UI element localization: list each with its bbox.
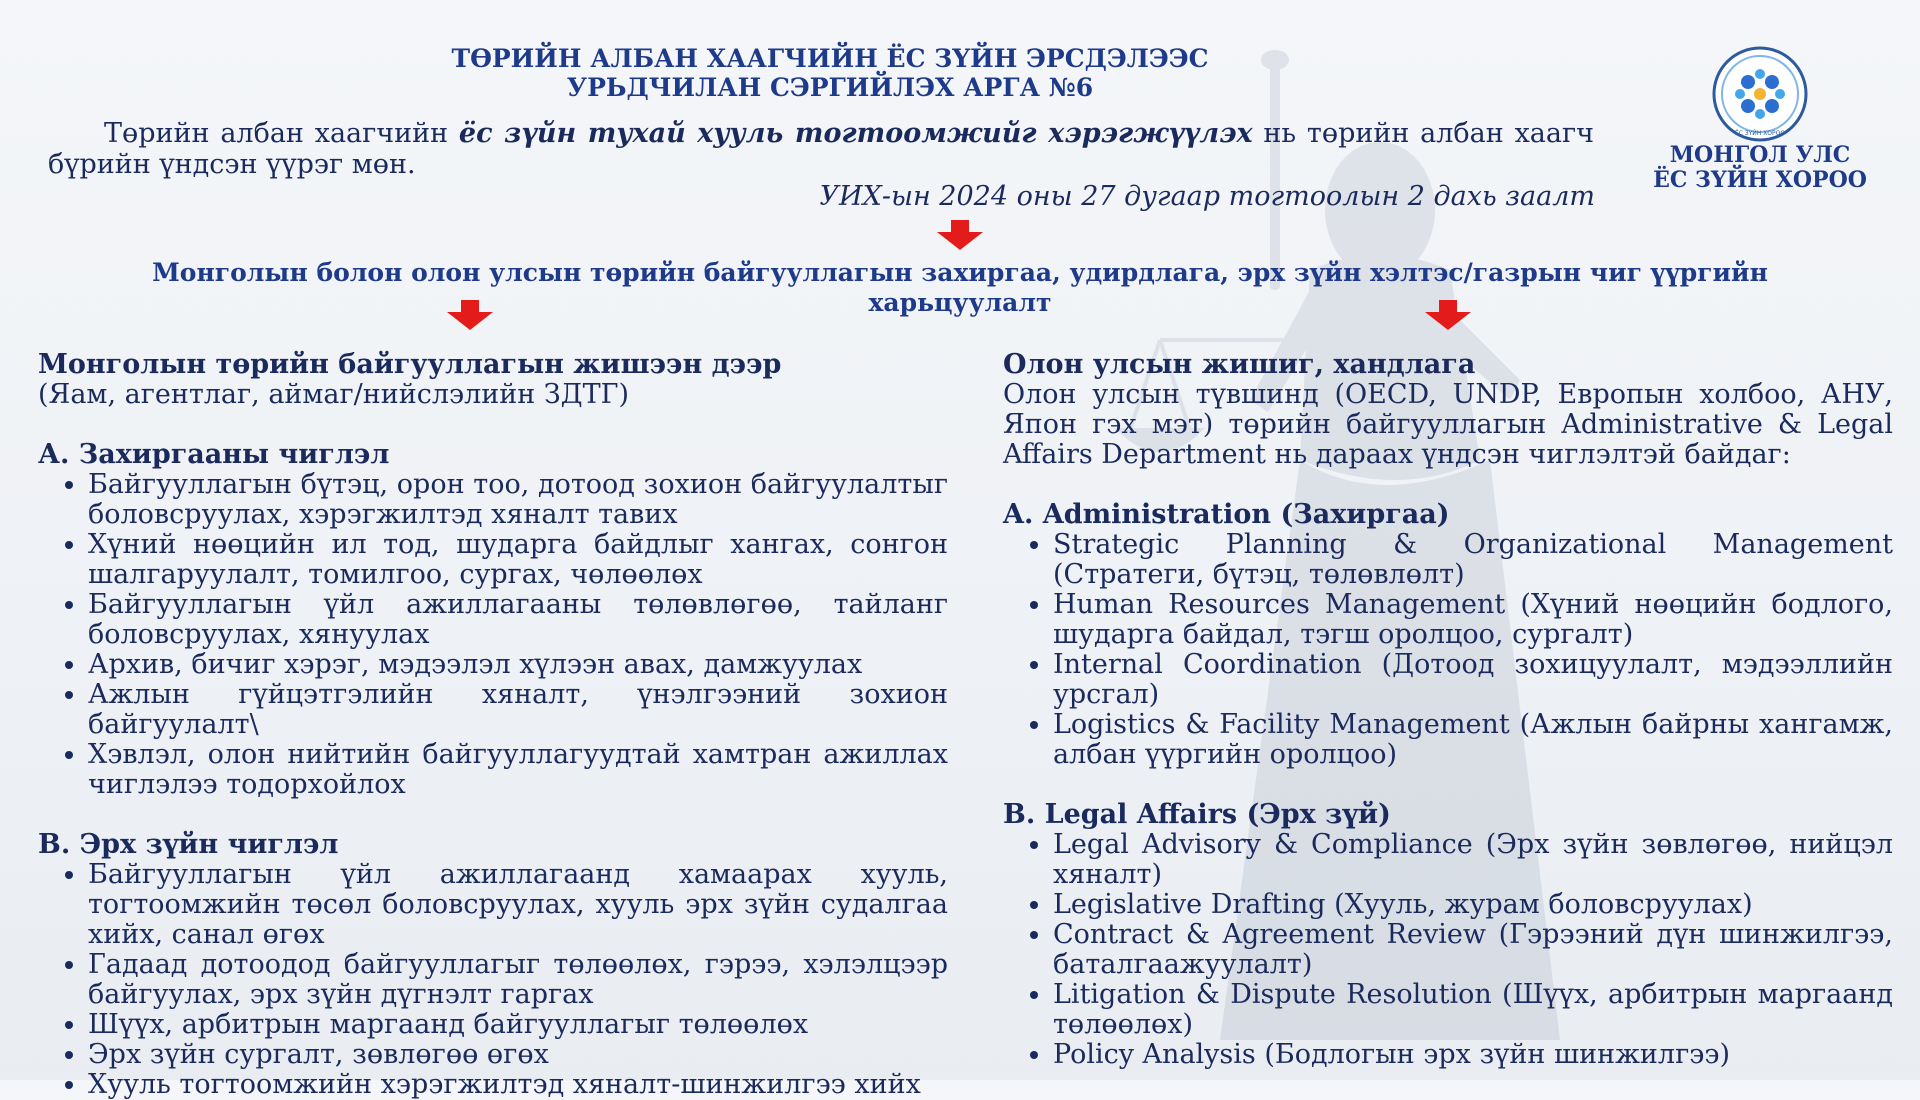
list-item: • Litigation & Dispute Resolution (Шүүх, арбитрын маргаанд төлөөлөх) xyxy=(1053,980,1893,1040)
list-item: • Хууль тогтоомжийн хэрэгжилтэд хяналт-шинжилгээ хийх xyxy=(88,1070,948,1100)
list-item: • Архив, бичиг хэрэг, мэдээлэл хүлээн авах, дамжуулах xyxy=(88,650,948,680)
logo-line-2: ЁС ЗҮЙН ХОРОО xyxy=(1653,167,1867,193)
intro-suffix: нь төрийн албан хаагч бүрийн үндсэн үүрэг мөн. xyxy=(48,118,1594,180)
logo-ring-text: ЁС ЗҮЙН ХОРОО xyxy=(1734,130,1786,137)
left-section-a-list xyxy=(38,470,948,800)
right-section-b-list xyxy=(1003,830,1893,1070)
right-section-b-title: B. Legal Affairs (Эрх зүй) xyxy=(1003,799,1391,830)
left-subheading: (Яам, агентлаг, аймаг/нийслэлийн ЗДТГ) xyxy=(38,379,630,410)
list-item: • Contract & Agreement Review (Гэрээний дүн шинжилгээ, баталгаажуулалт) xyxy=(1053,920,1893,980)
intro-emphasis: ёс зүйн тухай хууль тогтоомжийг хэрэгжүүлэх xyxy=(458,118,1253,149)
title-line-2: УРЬДЧИЛАН СЭРГИЙЛЭХ АРГА №6 xyxy=(566,73,1094,102)
logo-caption xyxy=(1640,143,1880,193)
ethics-committee-logo-icon xyxy=(1710,44,1810,144)
list-item: • Strategic Planning & Organizational Management (Стратеги, бүтэц, төлөвлөлт) xyxy=(1053,530,1893,590)
citation: УИХ-ын 2024 оны 27 дугаар тогтоолын 2 дахь заалт xyxy=(819,181,1595,212)
list-item: • Байгууллагын бүтэц, орон тоо, дотоод зохион байгуулалтыг боловсруулах, хэрэгжилтэд хяналт тавих xyxy=(88,470,948,530)
left-section-b-list xyxy=(38,860,948,1100)
list-item: • Байгууллагын үйл ажиллагаанд хамаарах хууль, тогтоомжийн төсөл боловсруулах, хууль эрх зүйн судалгаа хийх, санал өгөх xyxy=(88,860,948,950)
page-title xyxy=(300,44,1360,102)
list-item: • Ажлын гүйцэтгэлийн хяналт, үнэлгээний зохион байгуулалт\ xyxy=(88,680,948,740)
list-item: • Legal Advisory & Compliance (Эрх зүйн зөвлөгөө, нийцэл хяналт) xyxy=(1053,830,1893,890)
international-column xyxy=(1003,350,1893,1070)
logo-line-1: МОНГОЛ УЛС xyxy=(1669,142,1851,168)
list-item: • Хүний нөөцийн ил тод, шударга байдлыг хангах, сонгон шалгаруулалт, томилгоо, сургах, чөлөөлөх xyxy=(88,530,948,590)
list-item: • Шүүх, арбитрын маргаанд байгууллагыг төлөөлөх xyxy=(88,1010,948,1040)
list-item: • Хэвлэл, олон нийтийн байгууллагуудтай хамтран ажиллах чиглэлээ тодорхойлох xyxy=(88,740,948,800)
list-item: • Гадаад дотоодод байгууллагыг төлөөлөх, гэрээ, хэлэлцээр байгуулах, эрх зүйн дүгнэлт гаргах xyxy=(88,950,948,1010)
right-intro: Олон улсын түвшинд (OECD, UNDP, Европын холбоо, АНУ, Япон гэх мэт) төрийн байгууллагын Administrative & Legal Affairs Department нь дараах үндсэн чиглэлтэй байдаг: xyxy=(1003,379,1893,470)
right-section-a-list xyxy=(1003,530,1893,770)
list-item: • Logistics & Facility Management (Ажлын байрны хангамж, албан үүргийн оролцоо) xyxy=(1053,710,1893,770)
list-item: • Legislative Drafting (Хууль, журам боловсруулах) xyxy=(1053,890,1893,920)
right-heading: Олон улсын жишиг, хандлага xyxy=(1003,349,1476,380)
title-line-1: ТӨРИЙН АЛБАН ХААГЧИЙН ЁС ЗҮЙН ЭРСДЭЛЭЭС xyxy=(451,44,1209,73)
left-section-b-title: В. Эрх зүйн чиглэл xyxy=(38,829,339,860)
list-item: • Эрх зүйн сургалт, зөвлөгөө өгөх xyxy=(88,1040,948,1070)
list-item: • Human Resources Management (Хүний нөөцийн бодлого, шударга байдал, тэгш оролцоо, сургалт) xyxy=(1053,590,1893,650)
mongolia-column xyxy=(38,350,948,1100)
comparison-subtitle: Монголын болон олон улсын төрийн байгууллагын захиргаа, удирдлага, эрх зүйн хэлтэс/газрын чиг үүргийн харьцуулалт xyxy=(152,258,1768,317)
list-item: • Байгууллагын үйл ажиллагааны төлөвлөгөө, тайланг боловсруулах, хянуулах xyxy=(88,590,948,650)
right-section-a-title: A. Administration (Захиргаа) xyxy=(1003,499,1450,530)
left-section-a-title: А. Захиргааны чиглэл xyxy=(38,439,390,470)
left-heading: Монголын төрийн байгууллагын жишээн дээр xyxy=(38,349,782,380)
list-item: • Policy Analysis (Бодлогын эрх зүйн шинжилгээ) xyxy=(1053,1040,1893,1070)
list-item: • Internal Coordination (Дотоод зохицуулалт, мэдээллийн урсгал) xyxy=(1053,650,1893,710)
intro-prefix: Төрийн албан хаагчийн xyxy=(104,118,459,149)
intro-paragraph xyxy=(48,118,1594,180)
